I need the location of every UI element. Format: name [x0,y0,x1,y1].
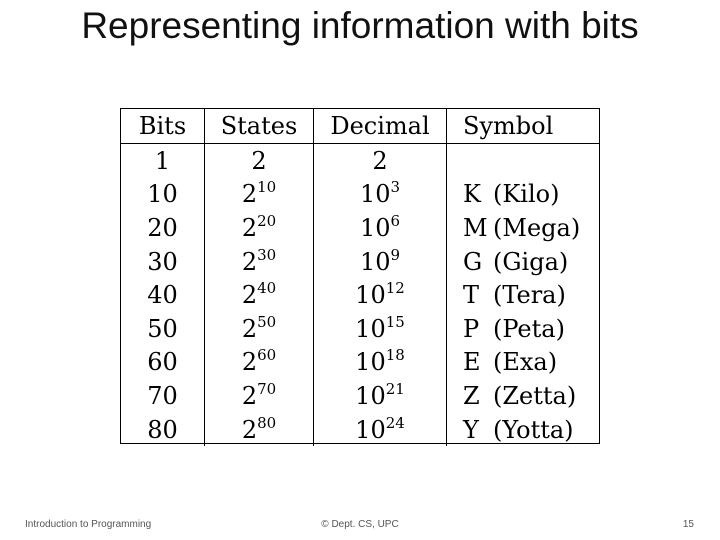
symbol-name: (Tera) [493,281,566,310]
states-exponent: 20 [257,211,277,230]
cell-symbol [447,245,600,279]
cell-bits [121,278,205,312]
states-base: 2 [241,314,258,343]
cell-states [205,178,314,212]
cell-symbol [447,346,600,380]
cell-bits [121,346,205,380]
symbol-letter: P [463,314,480,343]
states-exponent: 50 [257,312,277,331]
cell-symbol [447,312,600,346]
symbol-letter: Y [463,415,479,444]
bits-table [120,108,600,444]
header-bits: Bits [121,109,205,144]
cell-states [205,413,314,447]
cell-symbol [447,144,600,178]
states-base: 2 [241,213,258,242]
decimal-exponent: 12 [385,279,405,298]
table-row [121,346,599,380]
symbol-letter: E [463,348,481,377]
cell-decimal [314,278,447,312]
cell-symbol [447,278,600,312]
states-exponent: 30 [257,245,277,264]
cell-states [205,312,314,346]
decimal-base: 10 [355,381,386,410]
decimal-exponent: 18 [385,346,405,365]
decimal-base: 10 [355,348,386,377]
header-states: States [205,109,314,144]
symbol-name: (Exa) [493,348,558,377]
decimal-exponent: 24 [385,413,405,432]
states-exponent: 70 [257,379,277,398]
decimal-base: 10 [359,180,391,209]
table-row [121,178,599,212]
bits-value: 60 [147,348,178,377]
table-row [121,245,599,279]
cell-decimal [314,346,447,380]
decimal-base: 2 [372,146,388,175]
cell-symbol [447,211,600,245]
bits-value: 10 [147,180,178,209]
bits-value: 30 [147,247,178,276]
table-row [121,211,599,245]
symbol-name: (Zetta) [493,381,577,410]
bits-value: 20 [147,213,178,242]
cell-bits [121,379,205,413]
states-base: 2 [241,381,258,410]
decimal-exponent: 9 [390,245,401,264]
cell-bits [121,245,205,279]
bits-value: 1 [154,146,171,175]
states-exponent: 60 [257,346,277,365]
symbol-letter: Z [463,381,480,410]
table-row [121,379,599,413]
cell-states [205,211,314,245]
bits-value: 80 [147,415,178,444]
cell-symbol [447,178,600,212]
symbol-letter: G [463,247,483,276]
slide-title: Representing information with bits [81,5,639,46]
cell-decimal [314,144,447,178]
cell-bits [121,144,205,178]
bits-value: 70 [147,381,178,410]
bits-value: 50 [147,314,178,343]
symbol-letter: K [463,180,481,209]
states-base: 2 [241,281,258,310]
symbol-name: (Peta) [493,314,565,343]
decimal-base: 10 [359,213,391,242]
bits-table-grid [121,109,599,446]
decimal-base: 10 [359,247,391,276]
cell-states [205,379,314,413]
states-base: 2 [241,348,258,377]
states-exponent: 10 [257,178,277,197]
decimal-exponent: 3 [390,178,401,197]
footer-copyright: © Dept. CS, UPC [321,519,399,530]
states-exponent: 80 [257,413,277,432]
states-base: 2 [241,415,258,444]
cell-decimal [314,245,447,279]
symbol-name: (Kilo) [493,180,560,209]
header-symbol: Symbol [447,109,600,144]
states-base: 2 [241,180,258,209]
cell-bits [121,413,205,447]
footer-course: Introduction to Programming [25,519,152,530]
states-base: 2 [251,146,267,175]
cell-bits [121,211,205,245]
cell-decimal [314,211,447,245]
table-row [121,413,599,447]
decimal-base: 10 [355,415,386,444]
cell-decimal [314,178,447,212]
decimal-base: 10 [355,314,386,343]
cell-symbol [447,413,600,447]
header-decimal: Decimal [314,109,447,144]
symbol-letter: M [463,213,488,242]
bits-value: 40 [147,281,178,310]
cell-decimal [314,379,447,413]
cell-states [205,245,314,279]
cell-decimal [314,312,447,346]
slide-number: 15 [682,519,694,530]
decimal-exponent: 21 [385,379,405,398]
states-exponent: 40 [257,279,277,298]
cell-states [205,278,314,312]
symbol-letter: T [463,281,480,310]
cell-bits [121,178,205,212]
cell-decimal [314,413,447,447]
symbol-name: (Yotta) [493,415,574,444]
table-row [121,144,599,178]
table-row [121,278,599,312]
table-body [121,144,599,447]
decimal-exponent: 15 [385,312,405,331]
symbol-name: (Mega) [493,213,581,242]
cell-bits [121,312,205,346]
table-header-row [121,109,599,144]
decimal-exponent: 6 [390,211,401,230]
symbol-name: (Giga) [493,247,569,276]
decimal-base: 10 [355,281,386,310]
cell-symbol [447,379,600,413]
table-row [121,312,599,346]
cell-states [205,346,314,380]
cell-states [205,144,314,178]
states-base: 2 [241,247,258,276]
